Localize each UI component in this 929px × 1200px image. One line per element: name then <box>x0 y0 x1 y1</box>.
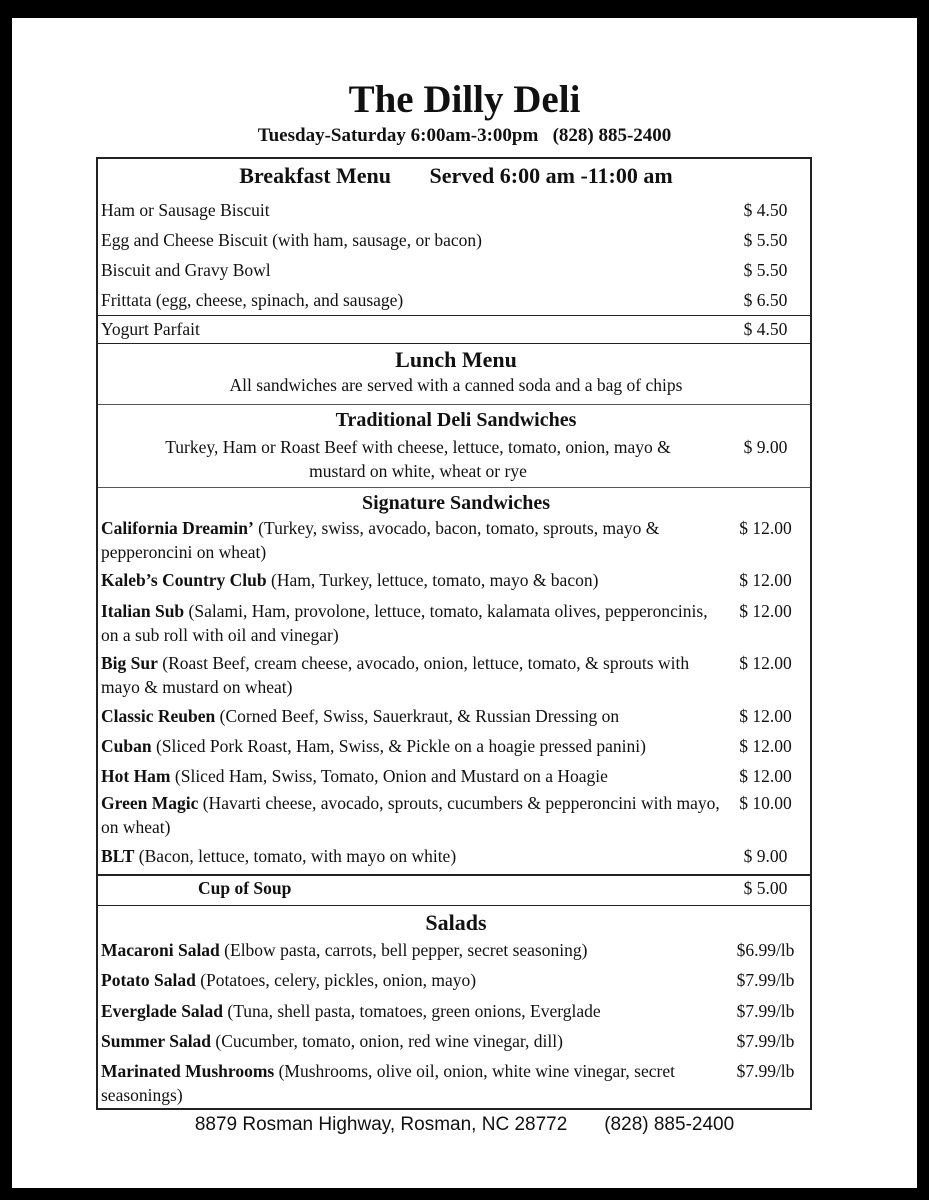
item-name: Kaleb’s Country Club <box>101 570 267 590</box>
salad-item <box>101 968 724 992</box>
item-name: Italian Sub <box>101 601 185 621</box>
item-name: Classic Reuben <box>101 706 216 726</box>
breakfast-title: Breakfast Menu <box>239 163 392 188</box>
signature-price: $ 10.00 <box>739 793 792 813</box>
divider <box>98 315 810 316</box>
traditional-desc-line-2: mustard on white, wheat or rye <box>309 461 527 481</box>
traditional-price: $ 9.00 <box>743 437 788 457</box>
item-desc: (Salami, Ham, provolone, lettuce, tomato, kalamata olives, pepperoncinis, on a sub roll with oil and vinegar) <box>101 601 708 645</box>
breakfast-price: $ 4.50 <box>743 319 788 339</box>
divider <box>98 343 810 344</box>
page-title: The Dilly Deli <box>348 78 581 121</box>
soup-price: $ 5.00 <box>743 878 788 898</box>
salad-item <box>101 999 724 1023</box>
item-name: Potato Salad <box>101 970 196 990</box>
menu-table <box>96 157 812 1110</box>
item-name: California Dreamin’ <box>101 518 254 538</box>
breakfast-served: Served 6:00 am -11:00 am <box>429 163 673 188</box>
item-desc: (Sliced Ham, Swiss, Tomato, Onion and Mustard on a Hoagie <box>170 766 608 786</box>
item-desc: (Cucumber, tomato, onion, red wine vinegar, dill) <box>211 1031 563 1051</box>
breakfast-item: Ham or Sausage Biscuit <box>101 200 270 220</box>
item-name: Big Sur <box>101 653 158 673</box>
breakfast-price: $ 4.50 <box>743 200 788 220</box>
item-name: Green Magic <box>101 793 199 813</box>
lunch-heading: Lunch Menu <box>395 347 517 372</box>
signature-item <box>101 704 724 728</box>
divider <box>98 404 810 405</box>
signature-item <box>101 516 724 564</box>
signature-item <box>101 651 724 699</box>
item-desc: (Potatoes, celery, pickles, onion, mayo) <box>195 970 477 990</box>
item-desc: (Ham, Turkey, lettuce, tomato, mayo & bacon) <box>266 570 599 590</box>
item-desc: (Roast Beef, cream cheese, avocado, onion, lettuce, tomato, & sprouts with mayo & mustard on wheat) <box>101 653 690 697</box>
salad-price: $7.99/lb <box>736 1001 795 1021</box>
item-desc: (Bacon, lettuce, tomato, with mayo on white) <box>134 846 457 866</box>
salad-item <box>101 1029 724 1053</box>
signature-price: $ 12.00 <box>739 766 792 786</box>
hours-line <box>12 125 917 147</box>
menu-page <box>12 18 917 1188</box>
traditional-desc-line-1: Turkey, Ham or Roast Beef with cheese, lettuce, tomato, onion, mayo & <box>165 437 671 457</box>
divider <box>98 487 810 488</box>
divider <box>98 905 810 906</box>
signature-item <box>101 568 724 592</box>
signature-item <box>101 764 724 788</box>
salad-price: $7.99/lb <box>736 1031 795 1051</box>
item-name: BLT <box>101 846 135 866</box>
item-desc: (Havarti cheese, avocado, sprouts, cucumbers & pepperoncini with mayo, on wheat) <box>101 793 720 837</box>
item-desc: (Tuna, shell pasta, tomatoes, green onions, Everglade <box>223 1001 601 1021</box>
breakfast-price: $ 6.50 <box>743 290 788 310</box>
item-name: Marinated Mushrooms <box>101 1061 275 1081</box>
item-desc: (Elbow pasta, carrots, bell pepper, secret seasoning) <box>219 940 588 960</box>
soup-item: Cup of Soup <box>198 878 292 898</box>
item-desc: (Mushrooms, olive oil, onion, white wine vinegar, secret seasonings) <box>101 1061 675 1105</box>
item-desc: (Turkey, swiss, avocado, bacon, tomato, sprouts, mayo & pepperoncini on wheat) <box>101 518 660 562</box>
signature-item <box>101 734 724 758</box>
signature-item <box>101 844 724 868</box>
salad-item <box>101 938 724 962</box>
footer <box>12 1114 917 1136</box>
item-desc: (Corned Beef, Swiss, Sauerkraut, & Russian Dressing on <box>215 706 620 726</box>
breakfast-item: Egg and Cheese Biscuit (with ham, sausage, or bacon) <box>101 230 483 250</box>
item-name: Macaroni Salad <box>101 940 220 960</box>
signature-price: $ 12.00 <box>739 518 792 538</box>
item-desc: (Sliced Pork Roast, Ham, Swiss, & Pickle on a hoagie pressed panini) <box>151 736 646 756</box>
item-name: Summer Salad <box>101 1031 212 1051</box>
hours-text: Tuesday-Saturday 6:00am-3:00pm <box>257 125 539 146</box>
signature-price: $ 12.00 <box>739 736 792 756</box>
breakfast-item: Biscuit and Gravy Bowl <box>101 260 271 280</box>
signature-price: $ 12.00 <box>739 570 792 590</box>
salad-item <box>101 1059 724 1107</box>
breakfast-price: $ 5.50 <box>743 260 788 280</box>
signature-item <box>101 599 724 647</box>
signature-price: $ 12.00 <box>739 706 792 726</box>
salad-price: $7.99/lb <box>736 970 795 990</box>
salad-price: $6.99/lb <box>736 940 795 960</box>
traditional-heading: Traditional Deli Sandwiches <box>335 409 577 431</box>
breakfast-item: Yogurt Parfait <box>101 319 200 339</box>
salads-heading: Salads <box>425 910 487 935</box>
breakfast-heading <box>98 161 814 191</box>
signature-price: $ 12.00 <box>739 653 792 673</box>
footer-phone: (828) 885-2400 <box>604 1114 735 1135</box>
item-name: Cuban <box>101 736 152 756</box>
breakfast-item: Frittata (egg, cheese, spinach, and sausage) <box>101 290 404 310</box>
header-phone: (828) 885-2400 <box>552 125 672 146</box>
signature-price: $ 12.00 <box>739 601 792 621</box>
signature-price: $ 9.00 <box>743 846 788 866</box>
lunch-note: All sandwiches are served with a canned soda and a bag of chips <box>229 375 683 395</box>
signature-item <box>101 791 724 839</box>
signature-heading: Signature Sandwiches <box>361 492 550 514</box>
breakfast-price: $ 5.50 <box>743 230 788 250</box>
item-name: Hot Ham <box>101 766 171 786</box>
item-name: Everglade Salad <box>101 1001 224 1021</box>
footer-address: 8879 Rosman Highway, Rosman, NC 28772 <box>194 1114 568 1135</box>
salad-price: $7.99/lb <box>736 1061 795 1081</box>
